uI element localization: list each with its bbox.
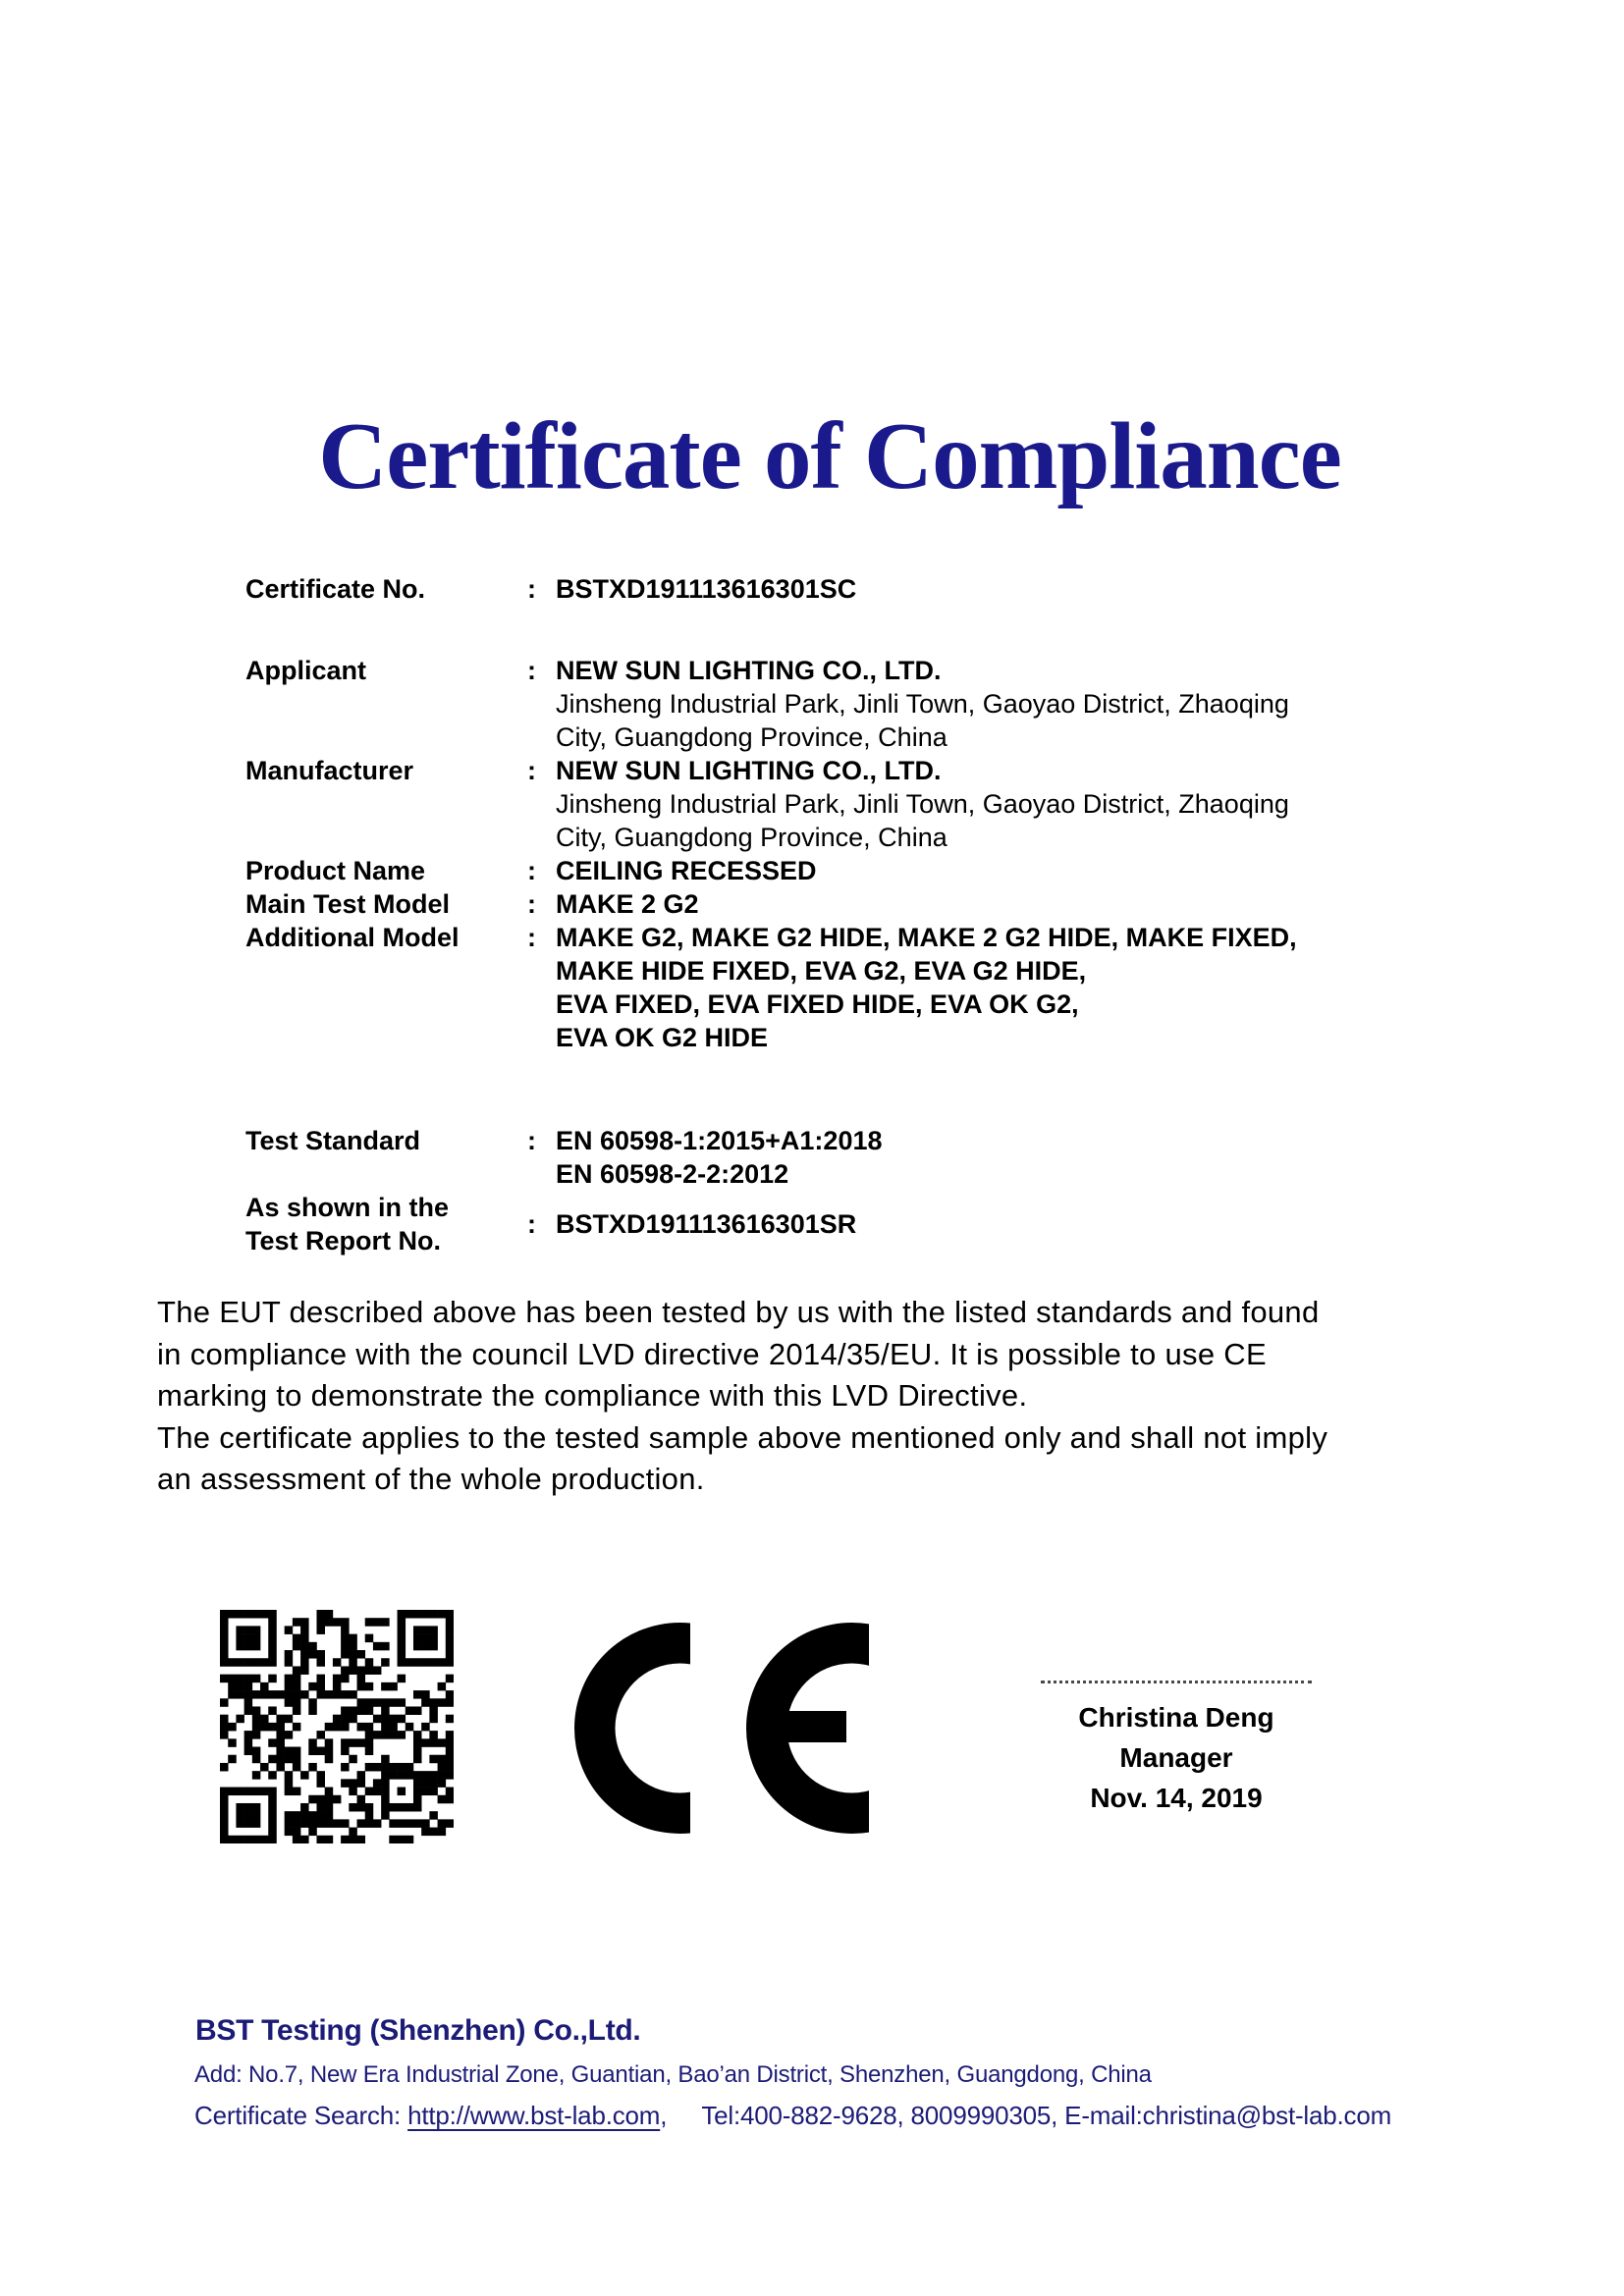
field-value: NEW SUN LIGHTING CO., LTD. Jinsheng Industrial Park, Jinli Town, Gaoyao District, Zhaoqing City, Guangdong Province, China	[556, 756, 1289, 852]
signature-dotted-line	[1041, 1681, 1312, 1683]
signatory-role: Manager	[1119, 1742, 1233, 1773]
statement-line: The EUT described above has been tested by us with the listed standards and found	[157, 1295, 1320, 1329]
field-value: NEW SUN LIGHTING CO., LTD. Jinsheng Industrial Park, Jinli Town, Gaoyao District, Zhaoqing City, Guangdong Province, China	[556, 656, 1289, 752]
field-row	[245, 1191, 1438, 1257]
field-row	[245, 887, 1438, 921]
field-value: BSTXD191113616301SR	[556, 1209, 857, 1239]
field-row	[245, 572, 1438, 606]
qr-code	[220, 1610, 454, 1843]
field-colon: :	[527, 756, 536, 785]
field-label: Test Standard	[245, 1126, 421, 1155]
ce-marking-logo	[574, 1623, 869, 1834]
field-colon: :	[527, 656, 536, 685]
compliance-statement	[157, 1292, 1463, 1501]
field-value: MAKE G2, MAKE G2 HIDE, MAKE 2 G2 HIDE, MAKE FIXED, MAKE HIDE FIXED, EVA G2, EVA G2 HIDE, EVA FIXED, EVA FIXED HIDE, EVA OK G2, EVA OK G2 HIDE	[556, 923, 1297, 1052]
signature-date: Nov. 14, 2019	[1090, 1783, 1263, 1813]
field-row	[245, 654, 1438, 754]
field-label: Certificate No.	[245, 574, 426, 604]
certificate-title: Certificate of Compliance	[318, 403, 1341, 508]
signatory-name: Christina Deng	[1078, 1702, 1274, 1733]
field-row	[245, 1124, 1438, 1191]
statement-line: The certificate applies to the tested sample above mentioned only and shall not imply	[157, 1419, 1328, 1455]
field-colon: :	[527, 856, 536, 885]
field-row	[245, 921, 1438, 1054]
field-value: MAKE 2 G2	[556, 889, 699, 919]
field-label: Manufacturer	[245, 756, 414, 785]
statement-line: in compliance with the council LVD directive 2014/35/EU. It is possible to use CE	[157, 1336, 1267, 1371]
field-label: Product Name	[245, 856, 426, 885]
lab-company-name: BST Testing (Shenzhen) Co.,Ltd.	[195, 2014, 641, 2047]
certificate-fields	[245, 572, 1438, 1257]
field-label: Main Test Model	[245, 889, 451, 919]
field-colon: :	[527, 923, 536, 952]
url-separator: ,	[660, 2101, 668, 2130]
field-colon: :	[527, 1126, 536, 1155]
lab-address: Add: No.7, New Era Industrial Zone, Guantian, Bao’an District, Shenzhen, Guangdong, China	[194, 2061, 1152, 2088]
field-label: As shown in the Test Report No.	[245, 1193, 450, 1255]
statement-line: an assessment of the whole production.	[157, 1462, 705, 1496]
certificate-search-label: Certificate Search:	[194, 2101, 402, 2130]
lab-contact-info: Tel:400-882-9628, 8009990305, E-mail:christina@bst-lab.com	[701, 2101, 1392, 2130]
field-value: CEILING RECESSED	[556, 856, 817, 885]
field-label: Applicant	[245, 656, 367, 685]
field-row	[245, 854, 1438, 887]
field-label: Additional Model	[245, 923, 460, 952]
field-row	[245, 754, 1438, 854]
field-value: EN 60598-1:2015+A1:2018 EN 60598-2-2:2012	[556, 1126, 883, 1189]
field-colon: :	[527, 1209, 536, 1239]
certificate-search-url-link[interactable]: http://www.bst-lab.com	[407, 2101, 661, 2130]
signature-block	[1001, 1681, 1351, 1818]
certificate-search-line	[194, 2101, 1391, 2131]
field-value: BSTXD191113616301SC	[556, 574, 857, 604]
field-colon: :	[527, 889, 536, 919]
statement-line: marking to demonstrate the compliance with this LVD Directive.	[157, 1378, 1028, 1413]
field-colon: :	[527, 574, 536, 604]
ce-letter-e	[746, 1623, 869, 1834]
